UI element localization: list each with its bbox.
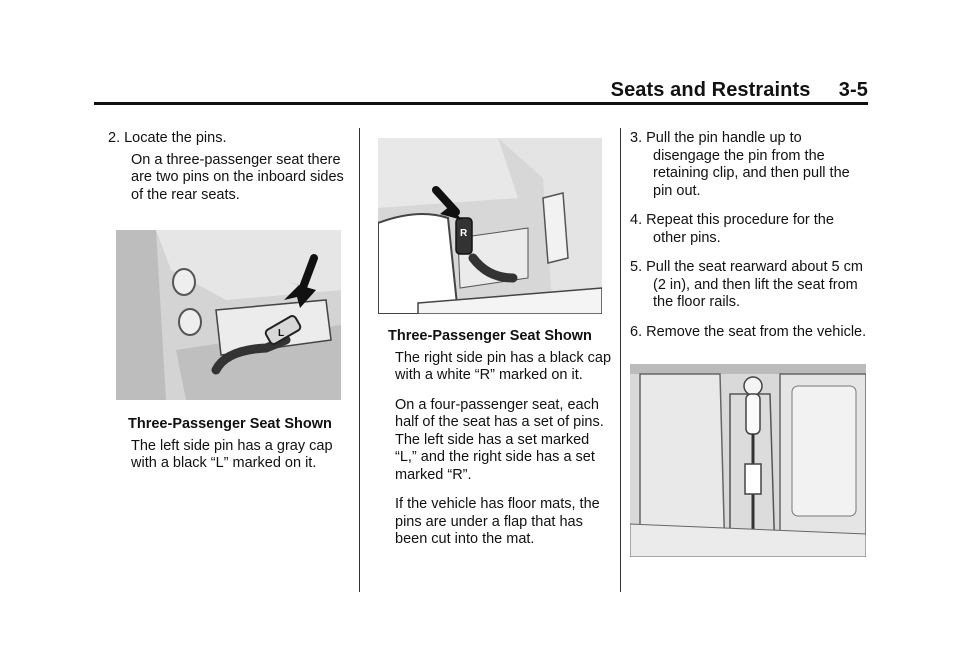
page-number: 3-5: [838, 79, 868, 101]
right-photo-caption: Three-Passenger Seat Shown: [388, 328, 592, 344]
step-4: 4. Repeat this procedure for the other pins.: [630, 212, 834, 246]
floor-mat-note: If the vehicle has floor mats, the pins are under a flap that has been cut into the mat.: [395, 496, 600, 547]
section-title: Seats and Restraints: [610, 79, 811, 101]
left-pin-photo: [116, 230, 341, 400]
step-3: 3. Pull the pin handle up to disengage the pin from the retaining clip, and then pull the pin out.: [630, 130, 850, 199]
column-left: [108, 130, 353, 473]
step-2: 2. Locate the pins.: [108, 130, 227, 146]
right-pin-description: The right side pin has a black cap with a white “R” marked on it.: [395, 349, 612, 383]
column-right: [630, 130, 870, 557]
seat-removal-photo: [630, 364, 866, 557]
step-5: 5. Pull the seat rearward about 5 cm (2 in), and then lift the seat from the floor rails.: [630, 259, 863, 310]
pin-letter-r: R: [460, 228, 468, 239]
left-pin-description: The left side pin has a gray cap with a black “L” marked on it.: [131, 437, 333, 471]
step-6: 6. Remove the seat from the vehicle.: [630, 323, 867, 340]
column-divider-2: [620, 128, 621, 592]
pin-letter-l: L: [278, 328, 285, 339]
column-middle: [378, 130, 612, 549]
step-2-body: On a three-passenger seat there are two pins on the inboard sides of the rear seats.: [131, 151, 344, 203]
left-photo-caption: Three-Passenger Seat Shown: [128, 416, 332, 432]
header-rule: [94, 102, 868, 105]
right-pin-photo: [378, 138, 602, 314]
header-title: [611, 79, 868, 102]
four-passenger-note: On a four-passenger seat, each half of the seat has a set of pins. The left side has a set marked “L,” and the right side has a set marked “R”.: [395, 396, 604, 483]
column-divider-1: [359, 128, 360, 592]
